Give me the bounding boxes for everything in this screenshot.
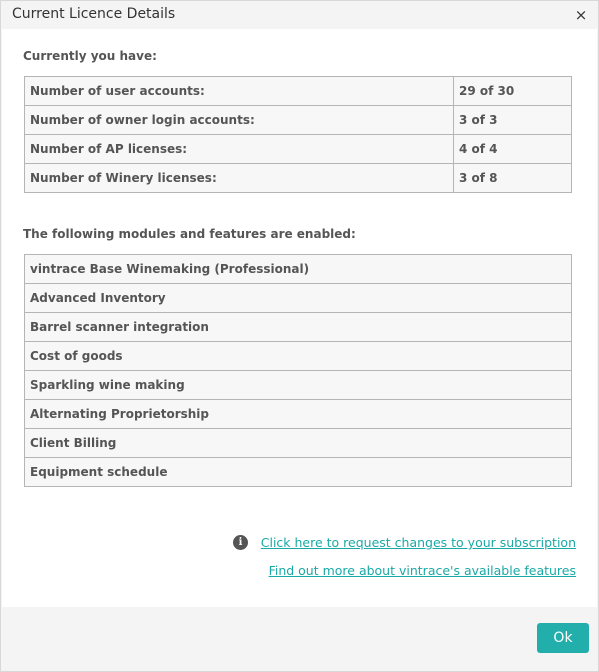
table-row [25,429,572,458]
dialog-title: Current Licence Details [12,6,176,22]
licence-value: 29 of 30 [454,77,572,106]
table-row [25,400,572,429]
ok-button[interactable]: Ok [537,623,589,653]
table-row [25,313,572,342]
close-icon[interactable]: × [574,6,588,24]
modules-table [24,254,572,487]
dialog-content [2,29,597,607]
licences-heading: Currently you have: [23,49,157,63]
table-row [25,255,572,284]
available-features-link[interactable]: Find out more about vintrace's available features [268,563,576,578]
licence-label: Number of user accounts: [25,77,454,106]
dialog-footer [2,607,597,671]
table-row [25,77,572,106]
dialog-titlebar [1,1,598,29]
module-item: Sparkling wine making [25,371,572,400]
licence-label: Number of owner login accounts: [25,106,454,135]
table-row [25,164,572,193]
module-item: Advanced Inventory [25,284,572,313]
info-icon: i [233,535,248,550]
module-item: Equipment schedule [25,458,572,487]
licence-value: 3 of 3 [454,106,572,135]
table-row [25,284,572,313]
table-row [25,342,572,371]
table-row [25,135,572,164]
modules-heading: The following modules and features are enabled: [23,227,356,241]
module-item: Client Billing [25,429,572,458]
module-item: vintrace Base Winemaking (Professional) [25,255,572,284]
module-item: Cost of goods [25,342,572,371]
table-row [25,106,572,135]
table-row [25,458,572,487]
licences-table [24,76,572,193]
module-item: Barrel scanner integration [25,313,572,342]
licence-value: 3 of 8 [454,164,572,193]
request-changes-link[interactable]: Click here to request changes to your subscription [260,535,576,550]
table-row [25,371,572,400]
licence-label: Number of Winery licenses: [25,164,454,193]
module-item: Alternating Proprietorship [25,400,572,429]
licence-label: Number of AP licenses: [25,135,454,164]
licence-value: 4 of 4 [454,135,572,164]
